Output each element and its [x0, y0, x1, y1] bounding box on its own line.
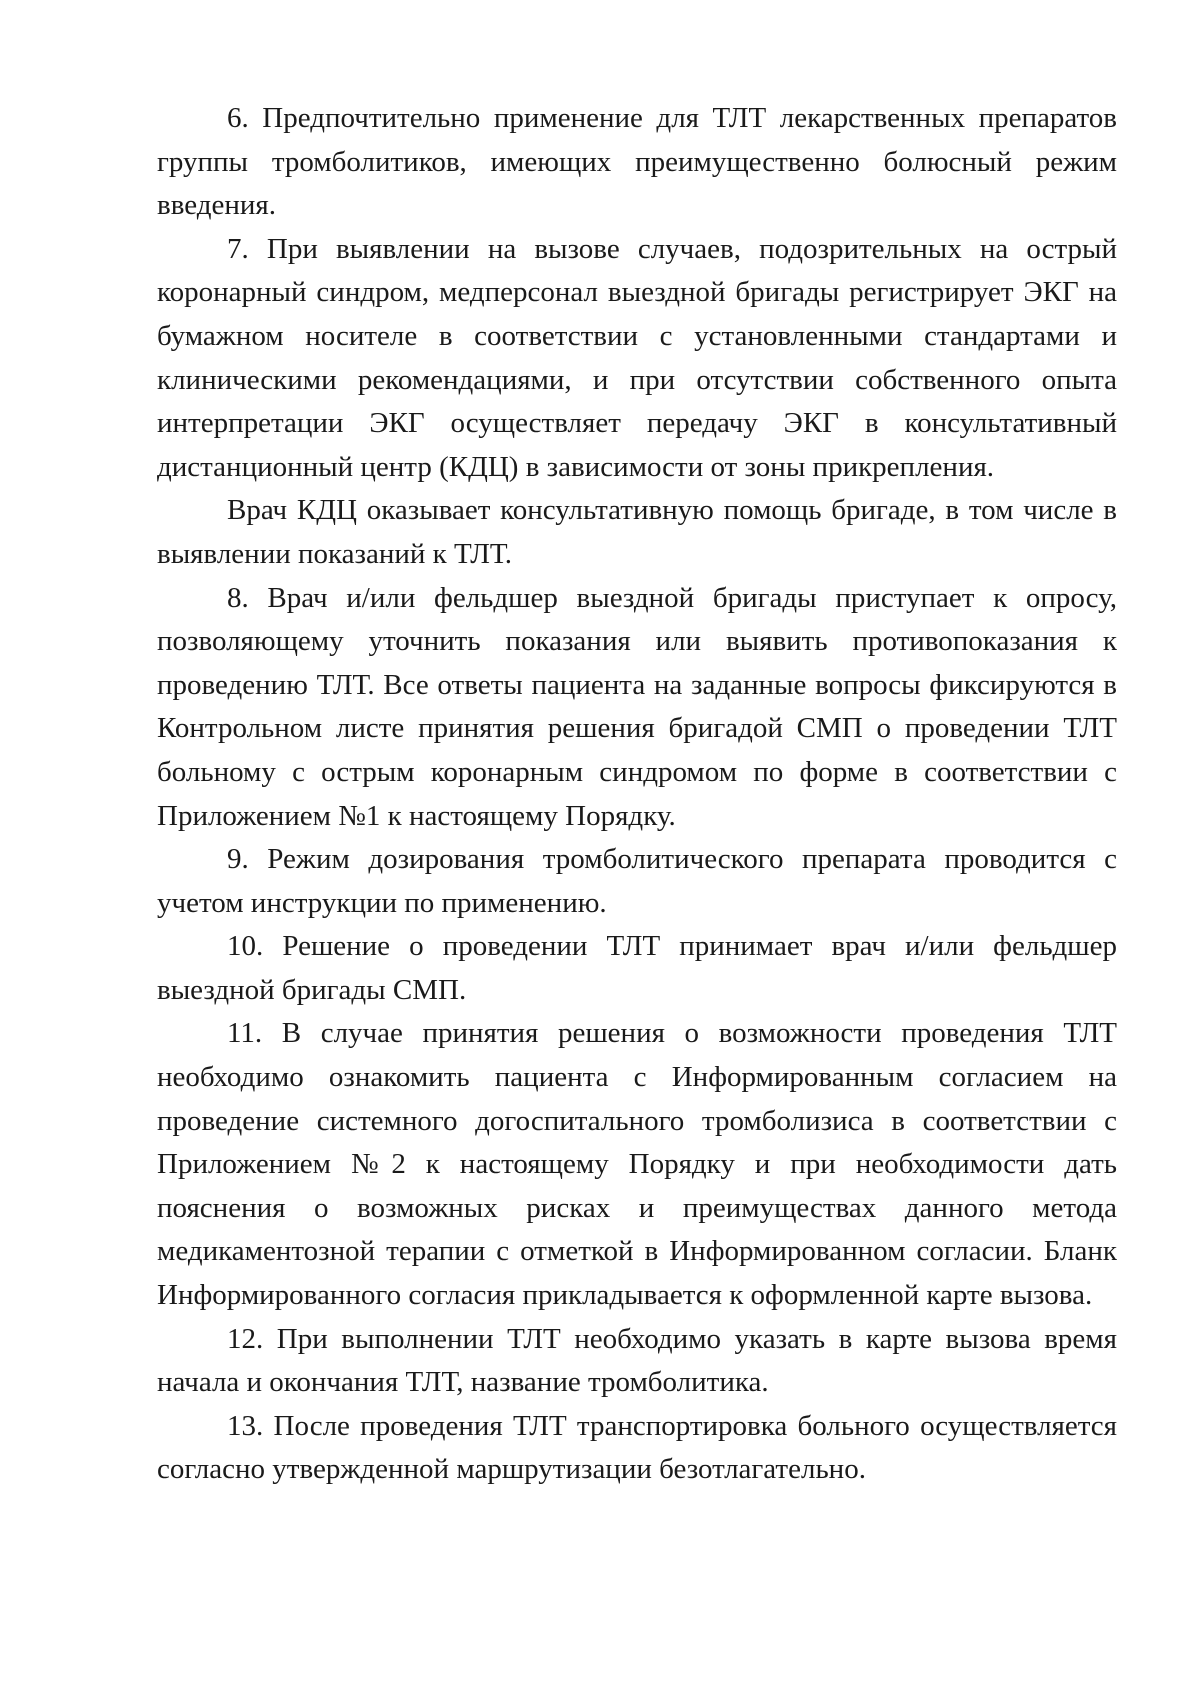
paragraph-8: 8. Врач и/или фельдшер выездной бригады приступает к опросу, позволяющему уточнить показания или выявить противопоказания к проведению ТЛТ. Все ответы пациента на заданные вопросы фиксируются в Контрольном листе принятия решения бригадой СМП о проведении ТЛТ больному с острым коронарным синдромом по форме в соответствии с Приложением №1 к настоящему Порядку.: [157, 581, 1117, 832]
document-body: [157, 97, 1117, 1492]
paragraph-13: 13. После проведения ТЛТ транспортировка больного осуществляется согласно утвержденной маршрутизации безотлагательно.: [157, 1409, 1117, 1486]
paragraph-6: 6. Предпочтительно применение для ТЛТ лекарственных препаратов группы тромболитиков, имеющих преимущественно болюсный режим введения.: [157, 102, 1117, 222]
paragraph-kdc: Врач КДЦ оказывает консультативную помощь бригаде, в том числе в выявлении показаний к ТЛТ.: [157, 494, 1117, 570]
paragraph-10: 10. Решение о проведении ТЛТ принимает врач и/или фельдшер выездной бригады СМП.: [157, 930, 1117, 1006]
paragraph-9: 9. Режим дозирования тромболитического препарата проводится с учетом инструкции по применению.: [157, 843, 1117, 919]
paragraph-12: 12. При выполнении ТЛТ необходимо указать в карте вызова время начала и окончания ТЛТ, название тромболитика.: [157, 1322, 1117, 1399]
paragraph-7: 7. При выявлении на вызове случаев, подозрительных на острый коронарный синдром, медперсонал выездной бригады регистрирует ЭКГ на бумажном носителе в соответствии с установленными стандартами и клиническими рекомендациями, и при отсутствии собственного опыта интерпретации ЭКГ осуществляет передачу ЭКГ в консультативный дистанционный центр (КДЦ) в зависимости от зоны прикрепления.: [157, 232, 1117, 483]
paragraph-11: 11. В случае принятия решения о возможности проведения ТЛТ необходимо ознакомить пациента с Информированным согласием на проведение системного догоспитального тромболизиса в соответствии с Приложением №2 к настоящему Порядку и при необходимости дать пояснения о возможных рисках и преимуществах данного метода медикаментозной терапии с отметкой в Информированном согласии. Бланк Информированного согласия прикладывается к оформленной карте вызова.: [157, 1017, 1117, 1312]
